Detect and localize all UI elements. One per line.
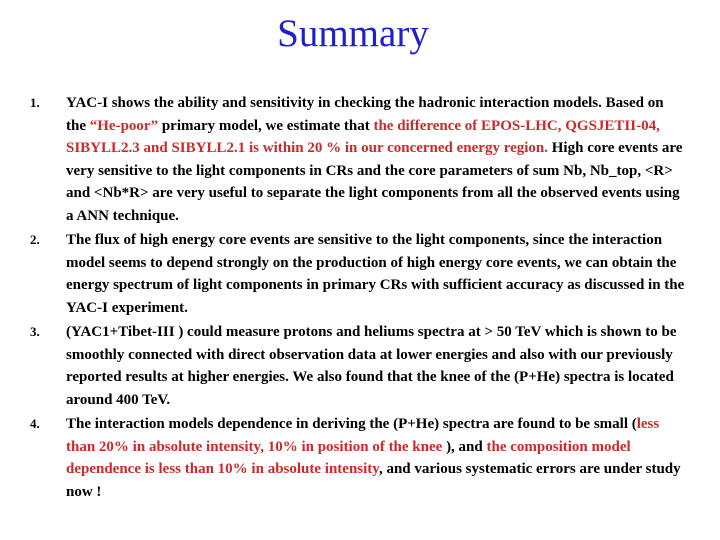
item-text-segment: The interaction models dependence in deriving the (P+He) spectra are found to be small (	[66, 416, 637, 432]
highlighted-text-segment: “He-poor”	[89, 117, 159, 134]
item-text-segment: ), and	[442, 438, 487, 455]
summary-list	[0, 92, 720, 505]
summary-item	[0, 321, 686, 411]
item-text-segment: primary model, we estimate that	[158, 117, 374, 134]
item-number: 2.	[30, 232, 40, 247]
item-text-segment: The flux of high energy core events are sensitive to the light components, since the interaction model seems to depend strongly on the production of high energy core events, we can obtain the energy spectrum of light components in primary CRs with sufficient accuracy as discussed in the YAC-I experiment.	[66, 232, 685, 316]
summary-item	[0, 92, 686, 227]
item-text-segment: YAC-I shows the ability and sensitivity in checking the hadronic interaction models. Based on the	[66, 95, 664, 134]
item-text-segment: High core events are very sensitive to the light components in CRs and the core parameters of sum Nb, Nb_top, <R> and <Nb*R> are very useful to separate the light components from all the observed events using a ANN technique.	[66, 140, 683, 224]
highlighted-text-segment: the difference of EPOS-LHC, QGSJETII-04, SIBYLL2.3 and SIBYLL2.1 is within 20 % in our concerned energy region.	[66, 117, 660, 156]
summary-item	[0, 229, 686, 319]
item-number: 3.	[30, 324, 40, 339]
item-number: 4.	[30, 416, 40, 431]
item-text-segment: , and various systematic errors are under study now !	[66, 461, 681, 500]
item-text-segment: (YAC1+Tibet-III ) could measure protons and heliums spectra at > 50 TeV which is shown to be smoothly connected with direct observation data at lower energies and also with our previously reported results at higher energies. We also found that the knee of the (P+He) spectra is located around 400 TeV.	[66, 324, 677, 408]
highlighted-text-segment: less than 20% in absolute intensity, 10% in position of the knee	[66, 416, 660, 455]
summary-item	[0, 413, 686, 503]
item-number: 1.	[30, 95, 40, 110]
highlighted-text-segment: the composition model dependence is less than 10% in absolute intensity	[66, 438, 631, 477]
slide-title: Summary	[277, 12, 429, 55]
